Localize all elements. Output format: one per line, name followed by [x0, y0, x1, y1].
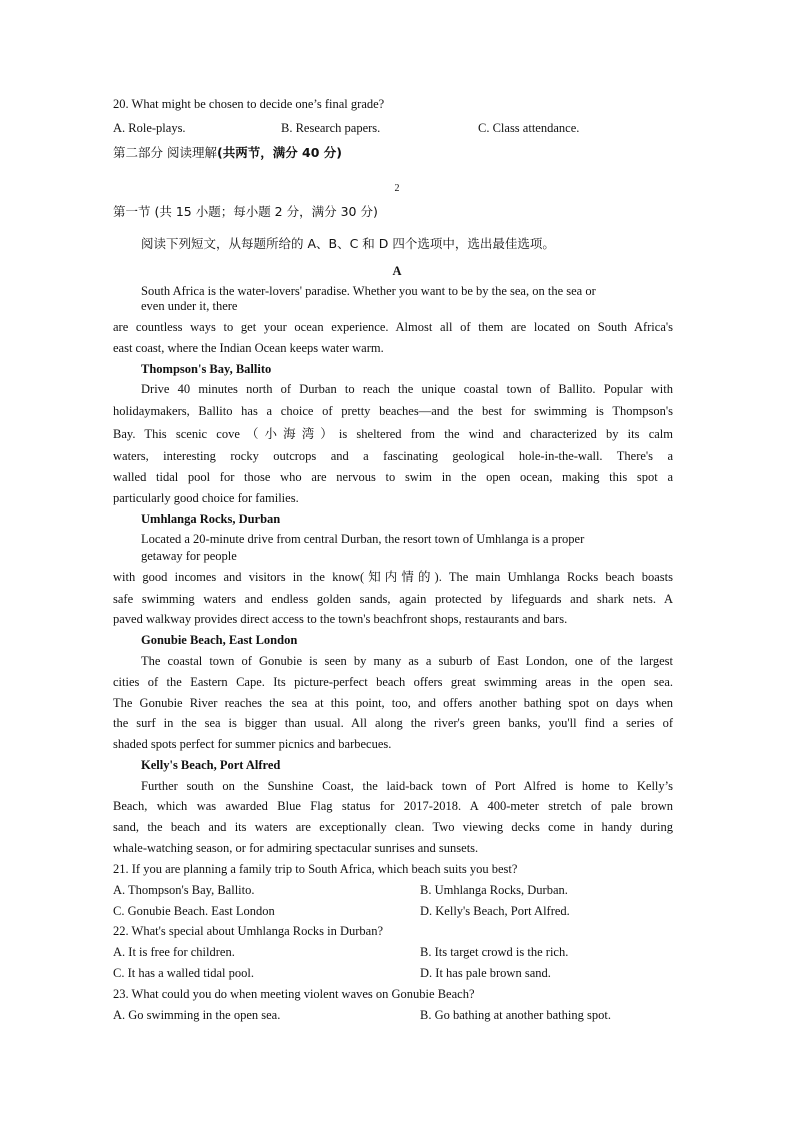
question-20-option-c: C. Class attendance.: [478, 121, 580, 135]
beach-2-title: Umhlanga Rocks, Durban: [141, 512, 281, 526]
question-21-option-a: A. Thompson's Bay, Ballito.: [113, 883, 255, 897]
question-21-stem: 21. If you are planning a family trip to South Africa, which beach suits you best?: [113, 862, 518, 876]
question-20-option-a: A. Role-plays.: [113, 121, 186, 135]
beach-1-line-5: walled tidal pool for those who are nervous to swim in the open ocean, making this spot a: [113, 470, 673, 484]
beach-3-line-5: shaded spots perfect for summer picnics and barbecues.: [113, 737, 392, 751]
beach-4-line-3: sand, the beach and its waters are exceptionally clean. Two viewing decks come in handy during: [113, 820, 673, 834]
question-20-stem: 20. What might be chosen to decide one’s final grade?: [113, 97, 385, 111]
question-21-option-c: C. Gonubie Beach. East London: [113, 904, 275, 918]
passage-label: A: [392, 264, 402, 278]
beach-1-line-2: holidaymakers, Ballito has a choice of pretty beaches—and the best for swimming is Thompson's: [113, 404, 673, 418]
beach-3-title: Gonubie Beach, East London: [141, 633, 298, 647]
question-21-option-d: D. Kelly's Beach, Port Alfred.: [420, 904, 570, 918]
beach-4-line-4: whale-watching season, or for admiring spectacular sunrises and sunsets.: [113, 841, 479, 855]
beach-4-line-1: Further south on the Sunshine Coast, the laid-back town of Port Alfred is home to Kelly’s: [141, 779, 673, 793]
section-1-heading: 第一节 (共 15 小题；每小题 2 分，满分 30 分): [113, 204, 378, 219]
beach-2-line-1: Located a 20-minute drive from central Durban, the resort town of Umhlanga is a proper: [141, 532, 585, 546]
question-23-option-a: A. Go swimming in the open sea.: [113, 1008, 281, 1022]
beach-2-line-3: with good incomes and visitors in the know(知内情的). The main Umhlanga Rocks beach boasts: [113, 570, 673, 584]
beach-4-line-2: Beach, which was awarded Blue Flag status for 2017-2018. A 400-meter stretch of pale brown: [113, 799, 673, 813]
beach-1-line-4: waters, interesting rocky outcrops and a fascinating geological hole-in-the-wall. There's a: [113, 449, 673, 463]
question-22-option-b: B. Its target crowd is the rich.: [420, 945, 569, 959]
beach-1-line-6: particularly good choice for families.: [113, 491, 299, 505]
beach-4-title: Kelly's Beach, Port Alfred: [141, 758, 281, 772]
question-22-option-d: D. It has pale brown sand.: [420, 966, 551, 980]
beach-2-line-2: getaway for people: [141, 549, 237, 563]
question-23-option-b: B. Go bathing at another bathing spot.: [420, 1008, 611, 1022]
question-21-option-b: B. Umhlanga Rocks, Durban.: [420, 883, 568, 897]
question-20-option-b: B. Research papers.: [281, 121, 381, 135]
beach-3-line-3: The Gonubie River reaches the sea at this point, too, and offers another bathing spot on days when: [113, 696, 673, 710]
beach-3-line-4: the surf in the sea is bigger than usual. All along the river's green banks, you'll find a series of: [113, 716, 673, 730]
beach-1-line-3: Bay. This scenic cove（小海湾）is sheltered from the wind and characterized by its calm: [113, 427, 673, 441]
intro-line-3: are countless ways to get your ocean experience. Almost all of them are located on South Africa's: [113, 320, 673, 334]
question-22-option-a: A. It is free for children.: [113, 945, 235, 959]
beach-2-line-5: paved walkway provides direct access to the town's beachfront shops, restaurants and bars.: [113, 612, 568, 626]
beach-3-line-2: cities of the Eastern Cape. Its picture-perfect beach offers great swimming areas in the open sea.: [113, 675, 673, 689]
question-22-stem: 22. What's special about Umhlanga Rocks in Durban?: [113, 924, 384, 938]
beach-2-line-4: safe swimming waters and endless golden sands, again protected by lifeguards and shark nets. A: [113, 592, 673, 606]
question-23-stem: 23. What could you do when meeting violent waves on Gonubie Beach?: [113, 987, 475, 1001]
beach-3-line-1: The coastal town of Gonubie is seen by many as a suburb of East London, one of the largest: [141, 654, 673, 668]
beach-1-line-1: Drive 40 minutes north of Durban to reach the unique coastal town of Ballito. Popular with: [141, 382, 673, 396]
beach-1-title: Thompson's Bay, Ballito: [141, 362, 272, 376]
intro-line-4: east coast, where the Indian Ocean keeps water warm.: [113, 341, 384, 355]
intro-line-1: South Africa is the water-lovers' paradise. Whether you want to be by the sea, on the sea or: [141, 284, 596, 298]
question-22-option-c: C. It has a walled tidal pool.: [113, 966, 254, 980]
intro-line-2: even under it, there: [141, 299, 238, 313]
page-number: 2: [394, 183, 400, 194]
instructions: 阅读下列短文，从每题所给的 A、B、C 和 D 四个选项中，选出最佳选项。: [141, 236, 555, 251]
part-2-heading: 第二部分 阅读理解(共两节，满分 40 分): [113, 145, 343, 160]
